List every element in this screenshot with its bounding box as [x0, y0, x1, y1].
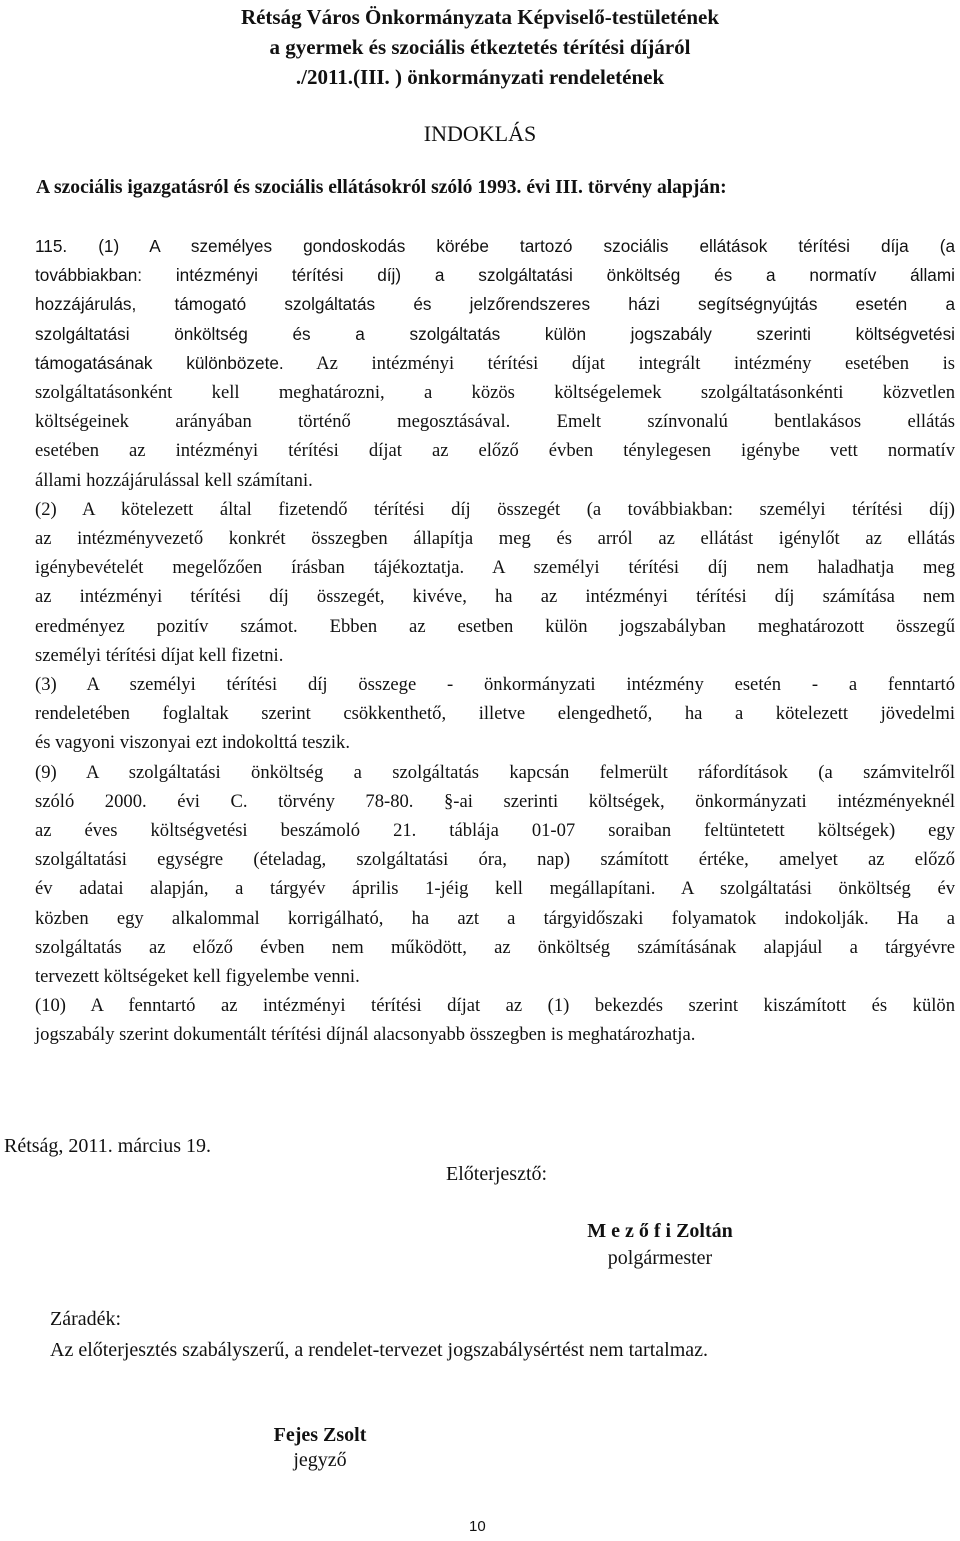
- paragraph-line: szolgáltatási önköltség és a szolgáltatás külön jogszabály szerinti költségvetési: [35, 323, 955, 344]
- paragraph-line: az intézményi térítési díj összegét, kivéve, ha az intézményi térítési díj számítása nem: [35, 586, 955, 608]
- title-line-2: a gyermek és szociális étkeztetés térítési díjáról: [269, 35, 691, 59]
- paragraph-line: támogatásának különbözete.: [35, 352, 284, 373]
- paragraph-line: (10) A fenntartó az intézményi térítési díjat az (1) bekezdés szerint kiszámított és külön: [35, 995, 955, 1017]
- paragraph-line: eredményez pozitív számot. Ebben az esetben külön jogszabályban meghatározott összegű: [35, 615, 955, 637]
- clause-text: Az előterjesztés szabályszerű, a rendelet-tervezet jogszabálysértést nem tartalmaz.: [50, 1339, 708, 1361]
- paragraph-line: állami hozzájárulással kell számítani.: [35, 469, 313, 491]
- paragraph-line: hozzájárulás, támogató szolgáltatás és jelzőrendszeres házi segítségnyújtás esetén a: [35, 294, 955, 315]
- paragraph-line: (9) A szolgáltatási önköltség a szolgáltatás kapcsán felmerült ráfordítások (a számvitelről: [35, 761, 955, 783]
- paragraph-line: szolgáltatásonként kell meghatározni, a közös költségelemek szolgáltatásonkénti közvetlen: [35, 382, 955, 404]
- presenter-name: M e z ő f i Zoltán: [587, 1220, 733, 1242]
- paragraph-line: költségeinek arányában történő megosztásával. Emelt színvonalú bentlakásos ellátás: [35, 411, 955, 433]
- paragraph-line: személyi térítési díjat kell fizetni.: [35, 644, 284, 666]
- paragraph-line: év adatai alapján, a tárgyév április 1-jéig kell megállapítani. A szolgáltatási önköltség év: [35, 878, 955, 900]
- paragraph-line: tervezett költségeket kell figyelembe venni.: [35, 966, 360, 988]
- title-line-1: Rétság Város Önkormányzata Képviselő-testületének: [240, 5, 720, 29]
- notary-block: [220, 1424, 420, 1472]
- paragraph-line: esetében az intézményi térítési díjat az előző évben ténylegesen igénybe vett normatív: [35, 440, 955, 462]
- notary-title: jegyző: [293, 1449, 347, 1471]
- legal-basis: A szociális igazgatásról és szociális ellátásokról szóló 1993. évi III. törvény alapján:: [36, 177, 727, 198]
- presenter-block: [520, 1220, 800, 1270]
- paragraph-line: igénybevételét megelőzően írásban tájékoztatja. A személyi térítési díj nem haladhatja meg: [35, 557, 955, 579]
- paragraph-1: [35, 232, 955, 1050]
- paragraph-line: szolgáltatási egységre (ételadag, szolgáltatási óra, nap) számított értéke, amelyet az előző: [35, 849, 955, 871]
- paragraph-line: jogszabály szerint dokumentált térítési díjnál alacsonyabb összegben is meghatározhatja.: [35, 1024, 696, 1046]
- paragraph-line: és vagyoni viszonyai ezt indokolttá teszik.: [35, 732, 350, 754]
- paragraph-line: Az intézményi térítési díjat integrált intézmény esetében is: [316, 352, 955, 374]
- section-heading: INDOKLÁS: [423, 121, 537, 146]
- clause-label: Záradék:: [50, 1308, 122, 1330]
- paragraph-line: szolgáltatás az előző évben nem működött, az önköltség számításának alapjául a tárgyévre: [35, 936, 955, 958]
- paragraph-line: az éves költségvetési beszámoló 21. táblája 01-07 soraiban feltüntetett költségek) egy: [35, 820, 955, 842]
- title-line-3: ./2011.(III. ) önkormányzati rendeletének: [295, 65, 665, 89]
- document-title: [0, 2, 960, 92]
- paragraph-line: közben egy alkalommal korrigálható, ha azt a tárgyidőszaki folyamatok indokolják. Ha a: [35, 907, 955, 929]
- paragraph-line: 115. (1) A személyes gondoskodás körébe tartozó szociális ellátások térítési díja (a: [35, 236, 955, 256]
- paragraph-line: az intézményvezető konkrét összegben állapítja meg és arról az ellátást igénylőt az ellátás: [35, 528, 955, 550]
- page-number: 10: [469, 1518, 486, 1535]
- place-date: Rétság, 2011. március 19.: [4, 1135, 212, 1157]
- paragraph-line: továbbiakban: intézményi térítési díj) a szolgáltatási önköltség és a normatív állami: [35, 265, 955, 286]
- notary-name: Fejes Zsolt: [273, 1424, 367, 1446]
- paragraph-line: szóló 2000. évi C. törvény 78-80. §-ai szerinti költségek, önkormányzati intézményeknél: [35, 790, 955, 812]
- presenter-label: Előterjesztő:: [446, 1163, 548, 1185]
- paragraph-line: rendeletében foglaltak szerint csökkenthető, illetve elengedhető, ha a kötelezett jövedelmi: [35, 703, 955, 725]
- paragraph-line: (2) A kötelezett által fizetendő térítési díj összegét (a továbbiakban: személyi térítési díj): [35, 498, 955, 520]
- paragraph-line: (3) A személyi térítési díj összege - önkormányzati intézmény esetén - a fenntartó: [35, 674, 955, 696]
- presenter-title: polgármester: [607, 1247, 713, 1269]
